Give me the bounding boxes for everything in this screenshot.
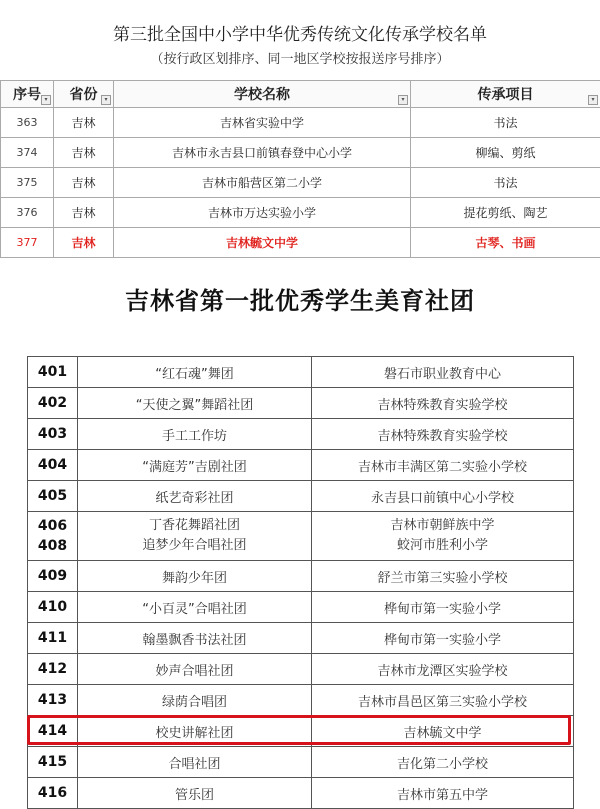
table-row xyxy=(28,450,574,481)
column-header-province[interactable]: 省份 ▾ xyxy=(54,81,114,108)
cell-province: 吉林 xyxy=(54,138,114,168)
table-row-merged xyxy=(28,512,574,561)
cell-province: 吉林 xyxy=(54,108,114,138)
filter-dropdown-icon[interactable]: ▾ xyxy=(588,95,598,105)
cell-club: “天使之翼”舞蹈社团 xyxy=(78,388,312,419)
cell-club: 绿荫合唱团 xyxy=(78,685,312,716)
cell-no: 415 xyxy=(28,747,78,778)
cell-no: 375 xyxy=(1,168,54,198)
cell-project: 古琴、书画 xyxy=(411,228,600,258)
cell-project: 书法 xyxy=(411,168,600,198)
cell-school: 吉林省实验中学 xyxy=(114,108,411,138)
cell-club: “红石魂”舞团 xyxy=(78,357,312,388)
cell-school-line: 吉林市朝鲜族中学 xyxy=(312,516,573,536)
cell-no: 411 xyxy=(28,623,78,654)
table-row xyxy=(1,198,600,228)
cell-no xyxy=(28,512,78,561)
cell-club: 舞韵少年团 xyxy=(78,561,312,592)
cell-club: 合唱社团 xyxy=(78,747,312,778)
table-row xyxy=(28,388,574,419)
cell-no: 410 xyxy=(28,592,78,623)
cell-no-line: 408 xyxy=(28,536,77,556)
cell-no-line: 406 xyxy=(28,516,77,536)
cell-no: 404 xyxy=(28,450,78,481)
document-1-subtitle: （按行政区划排序、同一地区学校按报送序号排序） xyxy=(0,48,600,67)
cell-project: 书法 xyxy=(411,108,600,138)
art-club-table xyxy=(27,356,574,809)
cell-no: 413 xyxy=(28,685,78,716)
cell-school: 吉林特殊教育实验学校 xyxy=(312,388,574,419)
cell-school: 吉林市永吉县口前镇春登中心小学 xyxy=(114,138,411,168)
cell-no: 401 xyxy=(28,357,78,388)
table-row xyxy=(28,419,574,450)
table-row xyxy=(1,108,600,138)
cell-no: 416 xyxy=(28,778,78,809)
cell-school: 桦甸市第一实验小学 xyxy=(312,623,574,654)
table-row xyxy=(28,685,574,716)
cell-club: 妙声合唱社团 xyxy=(78,654,312,685)
cell-no: 409 xyxy=(28,561,78,592)
table-row xyxy=(28,592,574,623)
cell-school: 桦甸市第一实验小学 xyxy=(312,592,574,623)
cell-school: 吉林市第五中学 xyxy=(312,778,574,809)
cell-no: 405 xyxy=(28,481,78,512)
cell-project: 柳编、剪纸 xyxy=(411,138,600,168)
cell-school xyxy=(312,512,574,561)
school-list-table xyxy=(0,80,600,258)
filter-dropdown-icon[interactable]: ▾ xyxy=(398,95,408,105)
cell-school: 舒兰市第三实验小学校 xyxy=(312,561,574,592)
table-row xyxy=(28,654,574,685)
table-row xyxy=(28,778,574,809)
cell-school: 吉林市丰满区第二实验小学校 xyxy=(312,450,574,481)
cell-school: 永吉县口前镇中心小学校 xyxy=(312,481,574,512)
cell-club xyxy=(78,512,312,561)
table-row xyxy=(28,357,574,388)
cell-school: 吉化第二小学校 xyxy=(312,747,574,778)
cell-club: “小百灵”合唱社团 xyxy=(78,592,312,623)
column-header-project[interactable]: 传承项目 ▾ xyxy=(411,81,600,108)
cell-no: 363 xyxy=(1,108,54,138)
table-row xyxy=(1,168,600,198)
table-header-row xyxy=(1,81,600,108)
table-row xyxy=(28,561,574,592)
cell-project: 提花剪纸、陶艺 xyxy=(411,198,600,228)
cell-school: 吉林市龙潭区实验学校 xyxy=(312,654,574,685)
cell-no: 402 xyxy=(28,388,78,419)
cell-school: 吉林毓文中学 xyxy=(114,228,411,258)
cell-province: 吉林 xyxy=(54,228,114,258)
cell-no: 376 xyxy=(1,198,54,228)
document-1-title: 第三批全国中小学中华优秀传统文化传承学校名单 xyxy=(0,20,600,45)
column-header-no[interactable]: 序号 ▾ xyxy=(1,81,54,108)
cell-province: 吉林 xyxy=(54,168,114,198)
cell-club: 纸艺奇彩社团 xyxy=(78,481,312,512)
cell-club: 手工工作坊 xyxy=(78,419,312,450)
document-1-school-list xyxy=(0,0,600,268)
cell-school: 吉林毓文中学 xyxy=(312,716,574,747)
cell-school: 磐石市职业教育中心 xyxy=(312,357,574,388)
cell-no: 403 xyxy=(28,419,78,450)
cell-school: 吉林市船营区第二小学 xyxy=(114,168,411,198)
cell-club: “满庭芳”吉剧社团 xyxy=(78,450,312,481)
table-row-highlighted xyxy=(1,228,600,258)
table-row xyxy=(28,747,574,778)
column-header-school[interactable]: 学校名称 ▾ xyxy=(114,81,411,108)
cell-province: 吉林 xyxy=(54,198,114,228)
cell-school: 吉林市万达实验小学 xyxy=(114,198,411,228)
cell-no: 374 xyxy=(1,138,54,168)
cell-no: 414 xyxy=(28,716,78,747)
document-2-title: 吉林省第一批优秀学生美育社团 xyxy=(0,281,600,316)
table-row-highlighted xyxy=(28,716,574,747)
filter-dropdown-icon[interactable]: ▾ xyxy=(41,95,51,105)
cell-school: 吉林市昌邑区第三实验小学校 xyxy=(312,685,574,716)
cell-club: 管乐团 xyxy=(78,778,312,809)
filter-dropdown-icon[interactable]: ▾ xyxy=(101,95,111,105)
table-row xyxy=(28,623,574,654)
cell-no: 377 xyxy=(1,228,54,258)
table-row xyxy=(1,138,600,168)
cell-school-line: 蛟河市胜利小学 xyxy=(312,536,573,556)
cell-club-line: 丁香花舞蹈社团 xyxy=(78,516,311,536)
document-2-art-clubs xyxy=(0,268,600,799)
cell-club: 翰墨飘香书法社团 xyxy=(78,623,312,654)
cell-club: 校史讲解社团 xyxy=(78,716,312,747)
cell-no: 412 xyxy=(28,654,78,685)
table-row xyxy=(28,481,574,512)
cell-school: 吉林特殊教育实验学校 xyxy=(312,419,574,450)
cell-club-line: 追梦少年合唱社团 xyxy=(78,536,311,556)
